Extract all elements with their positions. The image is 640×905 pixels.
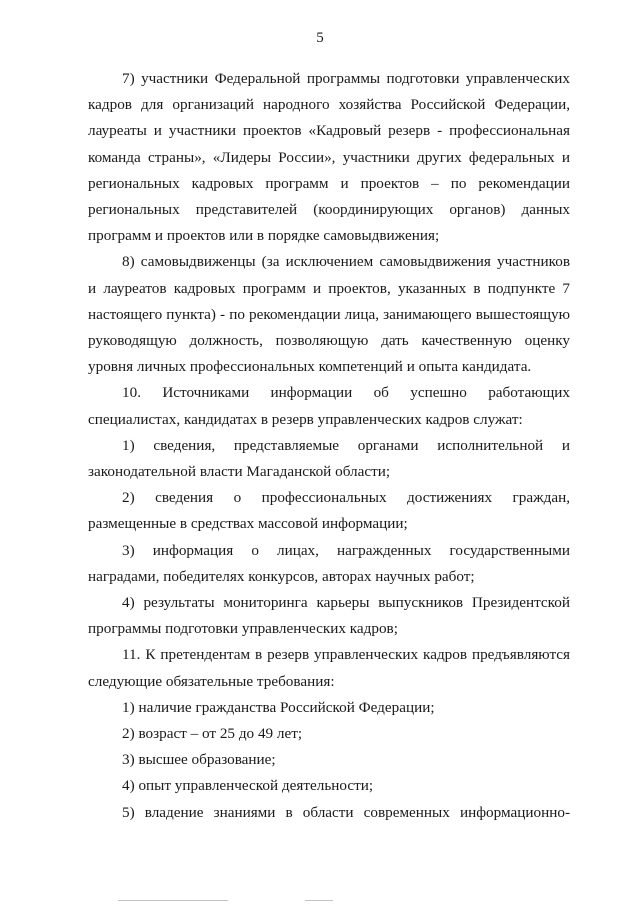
scan-artifact-line [305, 900, 333, 901]
paragraph-item-7: 7) участники Федеральной программы подготовки управленческих кадров для организаций народного хозяйства Российской Федерации, лауреаты и участники проектов «Кадровый резерв - профессиональная команда страны», «Лидеры России», участники других федеральных и региональных кадровых программ и проектов – по рекомендации региональных представителей (координирующих органов) данных программ и проектов или в порядке самовыдвижения; [88, 70, 570, 245]
paragraph-source-1: 1) сведения, представляемые органами исполнительной и законодательной власти Магаданской области; [88, 436, 570, 481]
paragraph-requirement-5: 5) владение знаниями в области современных информационно- [122, 803, 570, 821]
page-number: 5 [316, 30, 324, 46]
paragraph-source-2: 2) сведения о профессиональных достижениях граждан, размещенные в средствах массовой информации; [88, 489, 570, 533]
document-body [88, 66, 570, 826]
paragraph-requirement-2: 2) возраст – от 25 до 49 лет; [122, 725, 303, 743]
paragraph-requirement-4: 4) опыт управленческой деятельности; [122, 777, 374, 795]
paragraph-requirement-3: 3) высшее образование; [122, 751, 276, 769]
paragraph-clause-10: 10. Источниками информации об успешно работающих специалистах, кандидатах в резерв управленческих кадров служат: [88, 384, 570, 428]
paragraph-clause-11: 11. К претендентам в резерв управленческих кадров предъявляются следующие обязательные требования: [88, 646, 570, 690]
paragraph-source-3: 3) информация о лицах, награжденных государственными наградами, победителях конкурсов, авторах научных работ; [88, 541, 570, 585]
paragraph-item-8: 8) самовыдвиженцы (за исключением самовыдвижения участников и лауреатов кадровых программ и проектов, указанных в подпункте 7 настоящего пункта) - по рекомендации лица, занимающего вышестоящую руководящую должность, позволяющую дать качественную оценку уровня личных профессиональных компетенций и опыта кандидата. [88, 253, 570, 376]
paragraph-source-4: 4) результаты мониторинга карьеры выпускников Президентской программы подготовки управленческих кадров; [88, 594, 570, 638]
scan-artifact-line [118, 900, 228, 901]
paragraph-requirement-1: 1) наличие гражданства Российской Федерации; [122, 698, 435, 716]
